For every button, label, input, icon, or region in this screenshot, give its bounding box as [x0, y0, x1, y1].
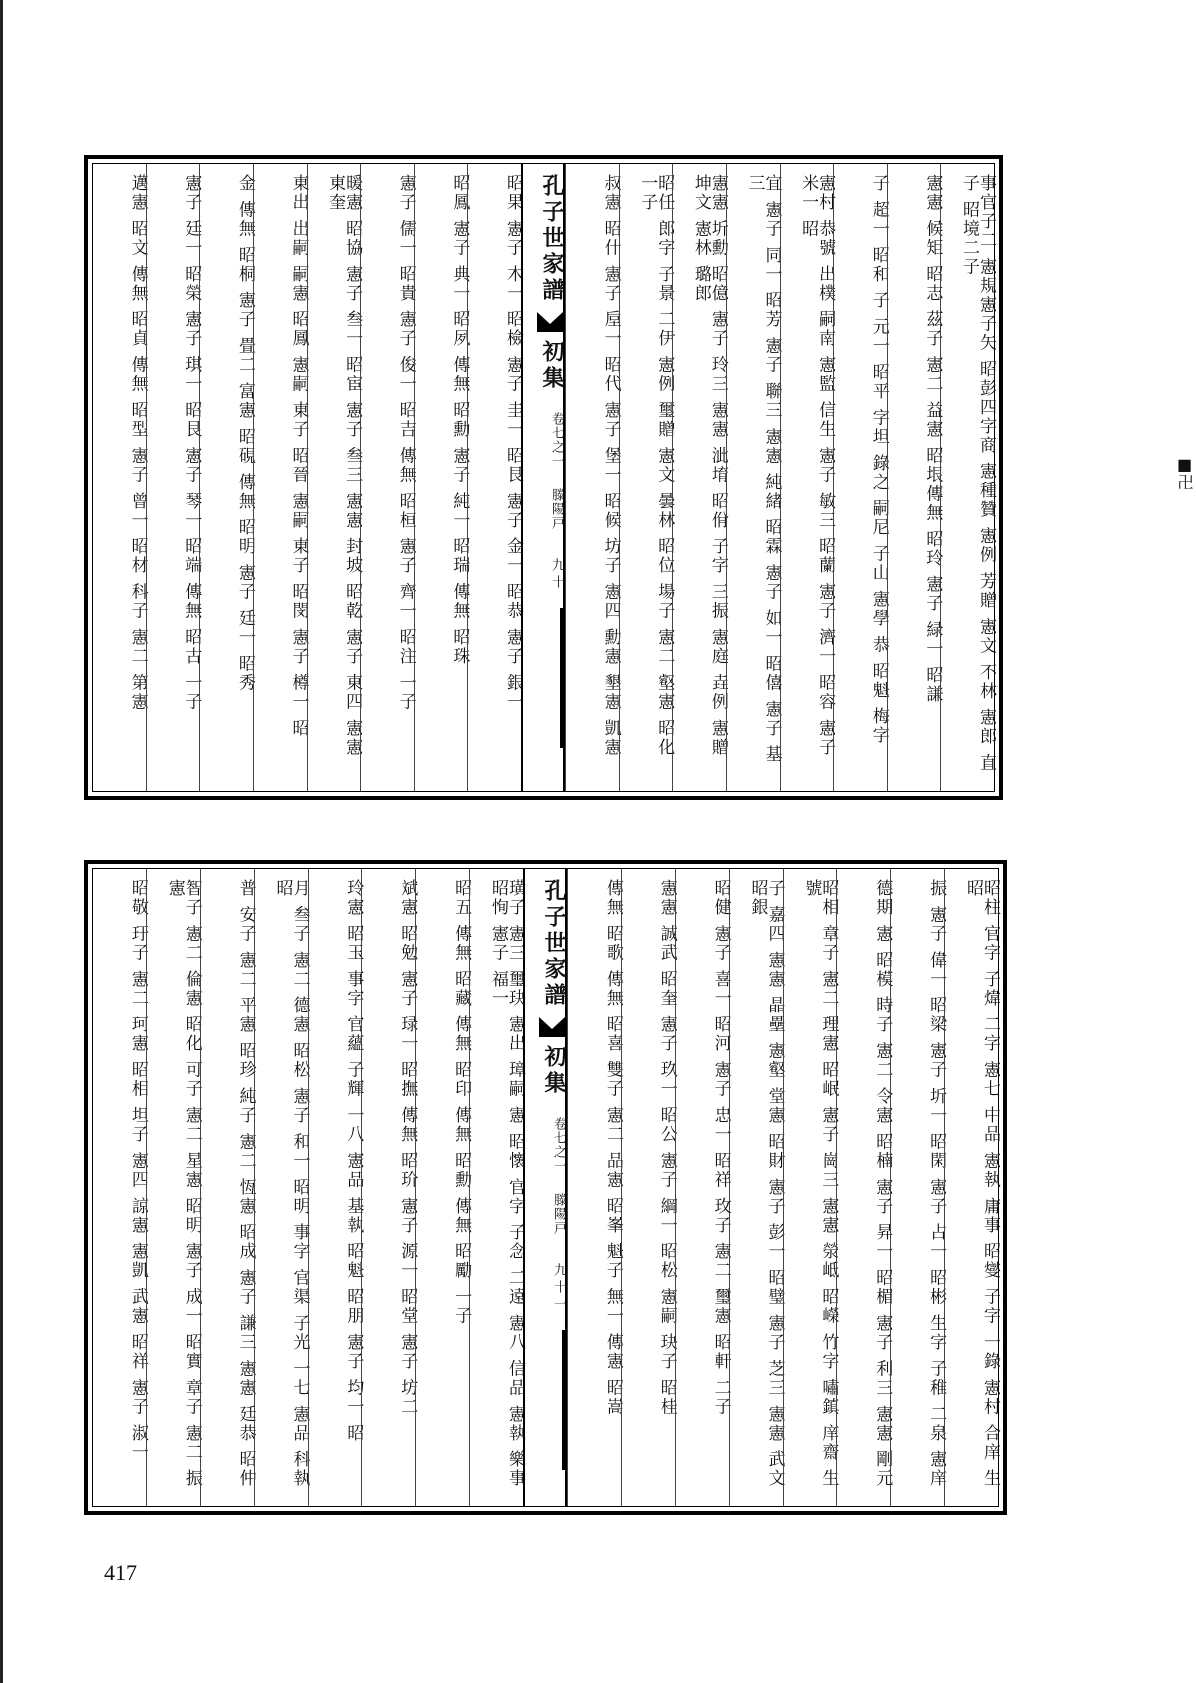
scan-edge — [0, 0, 3, 1683]
bottom-entry-column: 振 憲子 偉一 昭梁 憲子 圻一 昭閑 憲子 占一 昭彬 生字 子稚 二泉 憲庠 — [890, 869, 944, 1506]
bottom-entry-column: 憲憲 誠武 昭奎 憲子 玖一 昭公 憲子 綱一 昭松 憲嗣 玦子 昭桂 — [621, 869, 675, 1506]
bottom-volume: 卷七之一 — [551, 1117, 566, 1173]
bottom-folio: 九十一 — [551, 1263, 566, 1314]
top-entry-column: 昭任 郎字 子景 二伊 憲例 璽贈 憲文 曇林 昭位 場子 憲二 壑憲 昭化 一子 — [619, 164, 673, 791]
bottom-section: 滕陽戸 — [551, 1193, 566, 1235]
top-entry-column: 東出 出嗣 嗣憲 昭鳳 憲嗣 東子 昭晉 憲嗣 東子 昭閔 憲子 樽一 昭 — [253, 164, 307, 791]
bottom-page-columns — [92, 868, 999, 1507]
bottom-entry-column: 昭五 傳無 昭藏 傳無 昭印 傳無 昭勳 傳無 昭勵 一子 — [415, 869, 469, 1506]
top-entry-column: 憲憲 圻勳 昭億 憲子 玲三 憲憲 泚堉 昭佾 子字 三振 憲庭 垚例 憲贈 坤文 憲林 璐郎 — [672, 164, 726, 791]
margin-mark: ■卍 — [1175, 455, 1194, 490]
top-edition: 初集 — [539, 340, 565, 392]
bottom-entry-column: 德期 憲 昭模 時子 憲二 令憲 昭楠 憲子 昇一 昭楣 憲子 利三 憲憲 剛元 — [836, 869, 890, 1506]
top-page-panel — [84, 155, 1003, 800]
bottom-entry-column: 璜子 憲三 璽玦 憲出 璋嗣 憲 昭懷 官字 子念 二遠 憲八 信品 憲執 樂事 昭恂 憲子 福一 — [469, 869, 523, 1506]
bottom-entry-column: 普 安子 憲二 平憲 昭珍 純子 憲二 恆憲 昭成 憲子 謙三 憲憲 廷恭 昭仲 — [200, 869, 254, 1506]
bottom-entry-column: 玲憲 昭玉 事字 官蘊 子輝 一八 憲品 基執 昭魁 昭朋 憲子 均一 昭 — [308, 869, 362, 1506]
fishtail-marker-icon — [539, 1017, 565, 1037]
top-entry-column: 憲子 廷一 昭榮 憲子 琪一 昭艮 憲子 琴一 昭端 傳無 昭古 一子 — [146, 164, 200, 791]
bottom-entry-column: 月 叁子 憲二 德憲 昭松 憲子 和一 昭明 事字 官渠 子光 一七 憲品 科執 昭 — [254, 869, 308, 1506]
bottom-entry-column: 斌憲 昭勉 憲子 琭一 昭撫 傳無 昭玠 憲子 源一 昭堂 憲子 坊二 — [361, 869, 415, 1506]
top-entry-column: 暖憲 昭協 憲子 叁一 昭宦 憲子 叁三 憲憲 封坡 昭乾 憲子 東四 憲憲 東奎 — [307, 164, 361, 791]
top-entry-column: 邁憲 昭文 傳無 昭貞 傳無 昭型 憲子 曾一 昭材 科子 憲二 第憲 — [127, 174, 148, 712]
fishtail-marker-icon — [537, 312, 563, 332]
page-number: 417 — [104, 1560, 137, 1585]
top-book-title: 孔子世家譜 — [539, 174, 565, 304]
top-entry-column: 憲子 儒一 昭貴 憲子 俊一 昭吉 傳無 昭桓 憲子 齊一 昭注 一子 — [360, 164, 414, 791]
top-entry-column: 子 超一 昭和 子 元一 昭平 字坦 錄之 嗣尼 子山 憲學 恭 昭魁 梅字 — [833, 164, 887, 791]
top-page-columns — [92, 163, 995, 792]
bottom-entry-column: 昭健 憲子 喜一 昭河 憲子 忠一 昭祥 玫子 憲二 璽憲 昭軒 二子 — [675, 869, 729, 1506]
gutter-rule — [562, 1330, 565, 1470]
top-entry-column: 叔憲 昭什 憲子 垕一 昭代 憲子 堡一 昭候 坊子 憲四 勳憲 墾憲 凱憲 — [565, 164, 619, 791]
top-folio: 九十 — [549, 558, 564, 592]
top-entry-column: 宜 憲子 同一 昭芳 憲子 聯三 憲憲 純緒 昭霖 憲子 如一 昭僖 憲子 基三 — [726, 164, 780, 791]
bottom-entry-column: 昭柱 官字 子煒 二字 憲七 中品 憲執 庸事 昭燮 子字 一錄 憲村 合庠 生 昭 — [944, 869, 998, 1506]
top-entry-column: 事官子二 憲規憲子矢 昭彭四字商 憲種贊 憲例 芳贈 憲文 不林 憲郎 直子 昭境二子 — [940, 164, 994, 791]
gutter-rule — [560, 608, 563, 748]
bottom-entry-column: 子 嘉四 憲憲 晶壘 憲壑 堂憲 昭財 憲子 彭一 昭璧 憲子 芝三 憲憲 武文 昭銀 — [729, 869, 783, 1506]
top-entry-column: 昭果 憲子 木一 昭檢 憲子 圭一 昭艮 憲子 金一 昭恭 憲子 銀一 — [467, 164, 521, 791]
top-entry-column: 憲村 恭號 出樸 嗣南 憲監 信生 憲子 敏三 昭蘭 憲子 濟一 昭容 憲子 米一 昭 — [780, 164, 834, 791]
bottom-center-gutter — [523, 869, 567, 1506]
bottom-entry-column: 昭相 章子 憲二 理憲 昭岷 憲子 崗三 憲憲 滎岻 昭嶸 竹字 嘯鎮 庠齋 生號 — [783, 869, 837, 1506]
bottom-entry-column: 昭敬 玗子 憲二 珂憲 昭相 坦子 憲四 諒憲 憲凱 武憲 昭祥 憲子 淑一 — [127, 879, 148, 1462]
top-volume: 卷七之一 — [549, 412, 564, 468]
bottom-book-title: 孔子世家譜 — [541, 879, 567, 1009]
bottom-entry-column: 智子 憲二 倫憲 昭化 可子 憲二 星憲 昭明 憲子 成一 昭實 章子 憲二 振憲 — [146, 869, 200, 1506]
top-center-gutter — [521, 164, 565, 791]
bottom-edition: 初集 — [541, 1045, 567, 1097]
top-entry-column: 金 傳無 昭桐 憲子 畳二 富憲 昭硯 傳無 昭明 憲子 廷一 昭秀 — [199, 164, 253, 791]
top-entry-column: 憲憲 候矩 昭志 茲子 憲二 益憲 昭垠傳無 昭玲 憲子 緑一 昭謙 — [887, 164, 941, 791]
top-section: 滕陽戸 — [549, 488, 564, 530]
bottom-entry-column: 傳無 昭歌 傳無 昭喜 雙子 憲二 品憲 昭峯 魁子 無一 傳憲 昭嵩 — [567, 869, 621, 1506]
bottom-page-panel — [84, 860, 1007, 1515]
top-entry-column: 昭鳳 憲子 典一 昭夙 傳無 昭勳 憲子 純一 昭瑞 傳無 昭珠 — [414, 164, 468, 791]
